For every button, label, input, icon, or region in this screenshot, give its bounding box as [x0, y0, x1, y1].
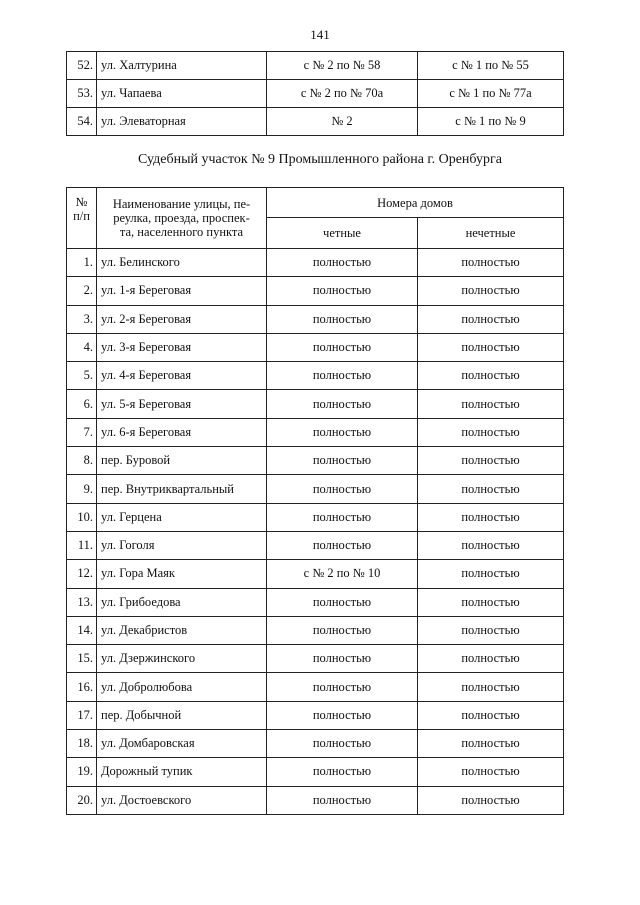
street-name: ул. Чапаева — [97, 80, 267, 108]
even-houses: полностью — [267, 475, 418, 503]
even-houses: полностью — [267, 673, 418, 701]
odd-houses: полностью — [418, 447, 564, 475]
row-number: 10. — [67, 503, 97, 531]
row-number: 54. — [67, 108, 97, 136]
table-row — [67, 333, 564, 361]
street-name: ул. Гора Маяк — [97, 560, 267, 588]
row-number: 16. — [67, 673, 97, 701]
even-houses: полностью — [267, 616, 418, 644]
odd-houses: полностью — [418, 390, 564, 418]
even-houses: полностью — [267, 362, 418, 390]
odd-houses: полностью — [418, 758, 564, 786]
row-number: 1. — [67, 249, 97, 277]
table-row — [67, 80, 564, 108]
row-number: 5. — [67, 362, 97, 390]
odd-houses: полностью — [418, 701, 564, 729]
page-number: 141 — [310, 27, 330, 42]
odd-houses: полностью — [418, 333, 564, 361]
even-houses: полностью — [267, 758, 418, 786]
even-houses: полностью — [267, 333, 418, 361]
odd-houses: полностью — [418, 531, 564, 559]
even-houses: полностью — [267, 730, 418, 758]
even-houses: с № 2 по № 10 — [267, 560, 418, 588]
table-row — [67, 305, 564, 333]
street-name: ул. Декабристов — [97, 616, 267, 644]
odd-houses: полностью — [418, 673, 564, 701]
table-row — [67, 531, 564, 559]
row-number: 6. — [67, 390, 97, 418]
row-number: 12. — [67, 560, 97, 588]
table-row — [67, 249, 564, 277]
row-number: 14. — [67, 616, 97, 644]
odd-houses: полностью — [418, 560, 564, 588]
even-houses: полностью — [267, 645, 418, 673]
row-number: 17. — [67, 701, 97, 729]
header-street-line1: Наименование улицы, пе- — [112, 197, 251, 211]
table-row — [67, 616, 564, 644]
row-number: 8. — [67, 447, 97, 475]
section-title: Судебный участок № 9 Промышленного района г. Оренбурга — [138, 152, 502, 167]
odd-houses: полностью — [418, 277, 564, 305]
table-row — [67, 390, 564, 418]
odd-houses: полностью — [418, 249, 564, 277]
streets-table — [66, 187, 564, 815]
even-houses: полностью — [267, 418, 418, 446]
header-street-line3: та, населенного пункта — [119, 225, 244, 239]
even-houses: с № 2 по № 70а — [267, 80, 418, 108]
street-name: пер. Добычной — [97, 701, 267, 729]
street-name: пер. Внутриквартальный — [97, 475, 267, 503]
row-number: 2. — [67, 277, 97, 305]
header-even: четные — [267, 218, 418, 249]
odd-houses: с № 1 по № 55 — [418, 52, 564, 80]
even-houses: полностью — [267, 588, 418, 616]
street-name: ул. Элеваторная — [97, 108, 267, 136]
table-row — [67, 418, 564, 446]
odd-houses: полностью — [418, 475, 564, 503]
odd-houses: полностью — [418, 305, 564, 333]
even-houses: с № 2 по № 58 — [267, 52, 418, 80]
row-number: 18. — [67, 730, 97, 758]
odd-houses: с № 1 по № 9 — [418, 108, 564, 136]
odd-houses: полностью — [418, 730, 564, 758]
table-row — [67, 108, 564, 136]
row-number: 11. — [67, 531, 97, 559]
row-number: 4. — [67, 333, 97, 361]
table-row — [67, 52, 564, 80]
odd-houses: с № 1 по № 77а — [418, 80, 564, 108]
street-name: ул. Добролюбова — [97, 673, 267, 701]
table-row — [67, 758, 564, 786]
table-row — [67, 786, 564, 814]
table-row — [67, 475, 564, 503]
table-row — [67, 503, 564, 531]
row-number: 9. — [67, 475, 97, 503]
row-number: 7. — [67, 418, 97, 446]
row-number: 3. — [67, 305, 97, 333]
street-name: ул. 1-я Береговая — [97, 277, 267, 305]
header-row — [67, 188, 564, 218]
street-name: ул. 2-я Береговая — [97, 305, 267, 333]
street-name: ул. Домбаровская — [97, 730, 267, 758]
street-name: ул. Достоевского — [97, 786, 267, 814]
table-row — [67, 645, 564, 673]
header-odd: нечетные — [418, 218, 564, 249]
row-number: 20. — [67, 786, 97, 814]
table-row — [67, 362, 564, 390]
even-houses: полностью — [267, 447, 418, 475]
even-houses: полностью — [267, 503, 418, 531]
table-row — [67, 447, 564, 475]
row-number: 19. — [67, 758, 97, 786]
street-name: ул. 3-я Береговая — [97, 333, 267, 361]
odd-houses: полностью — [418, 588, 564, 616]
street-name: ул. 5-я Береговая — [97, 390, 267, 418]
table-row — [67, 277, 564, 305]
even-houses: полностью — [267, 390, 418, 418]
street-name: ул. 6-я Береговая — [97, 418, 267, 446]
table-row — [67, 560, 564, 588]
header-houses: Номера домов — [267, 188, 564, 218]
even-houses: полностью — [267, 786, 418, 814]
street-name: пер. Буровой — [97, 447, 267, 475]
table-row — [67, 701, 564, 729]
table-row — [67, 673, 564, 701]
row-number: 13. — [67, 588, 97, 616]
row-number: 53. — [67, 80, 97, 108]
even-houses: № 2 — [267, 108, 418, 136]
street-name: ул. Халтурина — [97, 52, 267, 80]
continuation-table — [66, 51, 564, 136]
header-street-line2: реулка, проезда, проспек- — [113, 211, 250, 225]
row-number: 52. — [67, 52, 97, 80]
street-name: ул. 4-я Береговая — [97, 362, 267, 390]
even-houses: полностью — [267, 701, 418, 729]
header-number-line1: № — [75, 195, 88, 209]
even-houses: полностью — [267, 531, 418, 559]
odd-houses: полностью — [418, 645, 564, 673]
even-houses: полностью — [267, 305, 418, 333]
street-name: ул. Гоголя — [97, 531, 267, 559]
odd-houses: полностью — [418, 503, 564, 531]
street-name: ул. Герцена — [97, 503, 267, 531]
table-row — [67, 588, 564, 616]
odd-houses: полностью — [418, 786, 564, 814]
header-street — [97, 188, 267, 249]
street-name: ул. Грибоедова — [97, 588, 267, 616]
odd-houses: полностью — [418, 362, 564, 390]
odd-houses: полностью — [418, 418, 564, 446]
even-houses: полностью — [267, 249, 418, 277]
header-number — [67, 188, 97, 249]
row-number: 15. — [67, 645, 97, 673]
street-name: ул. Дзержинского — [97, 645, 267, 673]
odd-houses: полностью — [418, 616, 564, 644]
street-name: ул. Белинского — [97, 249, 267, 277]
header-number-line2: п/п — [73, 209, 90, 223]
street-name: Дорожный тупик — [97, 758, 267, 786]
even-houses: полностью — [267, 277, 418, 305]
table-row — [67, 730, 564, 758]
